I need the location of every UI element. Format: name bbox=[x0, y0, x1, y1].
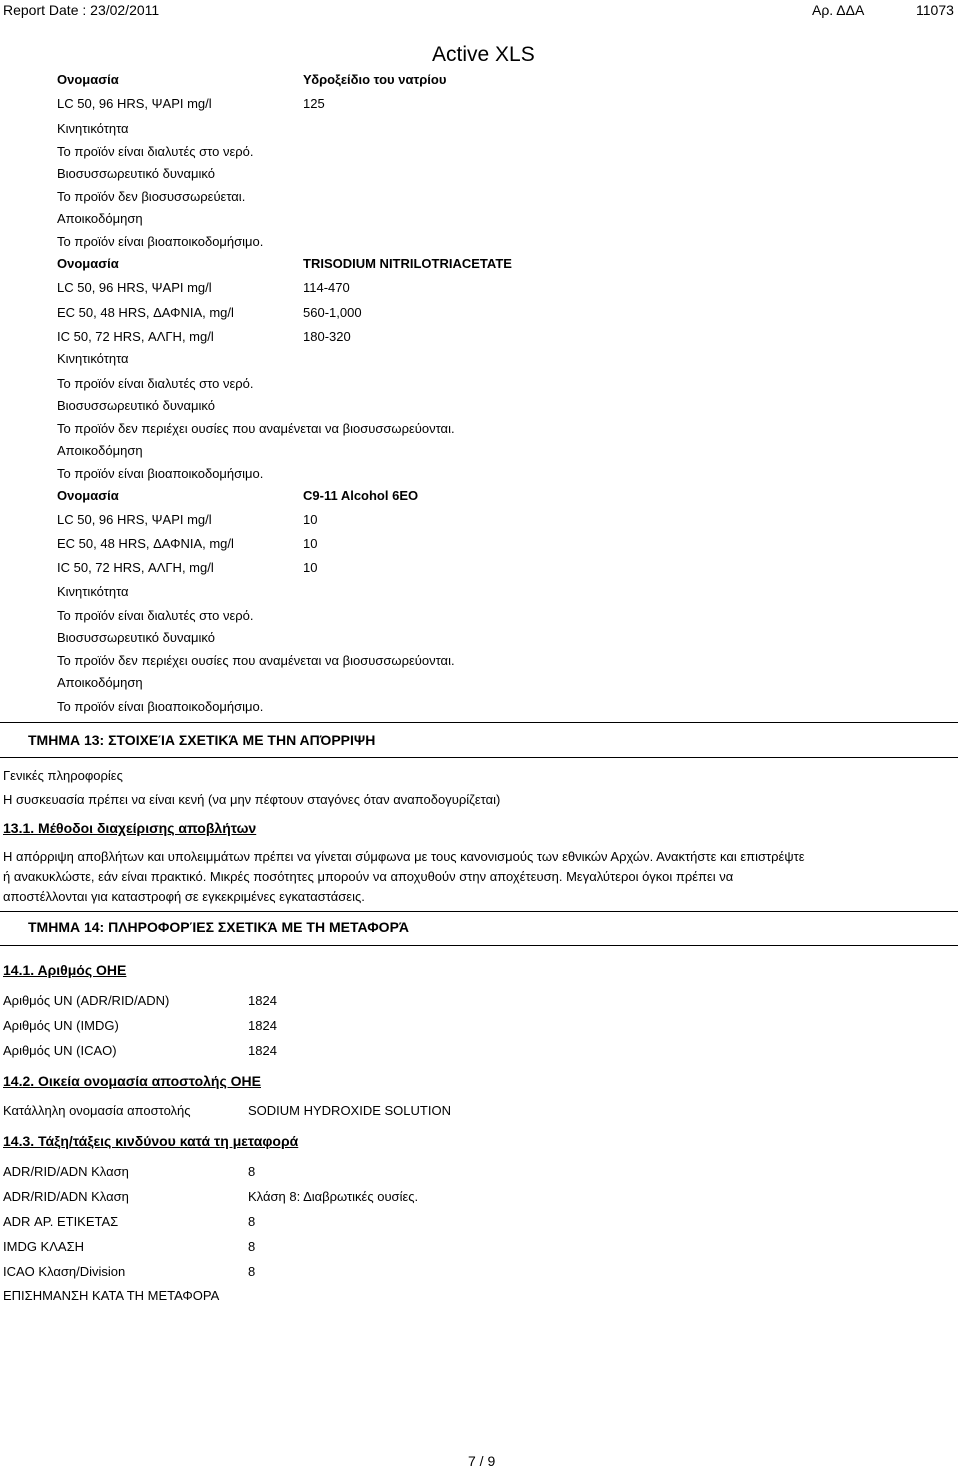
un-number-label: Αριθμός UN (ICAO) bbox=[3, 1043, 117, 1058]
waste-methods-line: Η απόρριψη αποβλήτων και υπολειμμάτων πρέπει να γίνεται σύμφωνα με τους κανονισμούς των εθνικών Αρχών. Ανακτήστε και επιστρέψτε bbox=[3, 849, 805, 864]
un-number-value: 1824 bbox=[248, 1043, 277, 1058]
toxicity-label: LC 50, 96 HRS, ΨΑΡΙ mg/l bbox=[57, 280, 212, 295]
section-divider-bottom bbox=[0, 945, 958, 946]
section-divider-top bbox=[0, 911, 958, 912]
hazard-class-label: ICAO Κλαση/Division bbox=[3, 1264, 126, 1279]
section-divider-bottom bbox=[0, 757, 958, 758]
toxicity-label: EC 50, 48 HRS, ΔΑΦΝΙΑ, mg/l bbox=[57, 536, 234, 551]
section-14-title: ΤΜΗΜΑ 14: ΠΛΗΡΟΦΟΡΊΕΣ ΣΧΕΤΙΚΆ ΜΕ ΤΗ ΜΕΤΑΦΟΡΆ bbox=[28, 919, 410, 935]
shipping-name-label: Κατάλληλη ονομασία αποστολής bbox=[3, 1103, 191, 1118]
product-name: Active XLS bbox=[432, 43, 535, 66]
toxicity-value: 125 bbox=[303, 96, 325, 111]
bioaccumulation-text: Το προϊόν δεν περιέχει ουσίες που αναμένεται να βιοσυσσωρεύονται. bbox=[57, 653, 455, 668]
general-info-text: Η συσκευασία πρέπει να είναι κενή (να μην πέφτουν σταγόνες όταν αναποδογυρίζεται) bbox=[3, 792, 501, 807]
subsection-13-1-title: 13.1. Μέθοδοι διαχείρισης αποβλήτων bbox=[3, 820, 257, 836]
shipping-name-value: SODIUM HYDROXIDE SOLUTION bbox=[248, 1103, 451, 1118]
toxicity-label: EC 50, 48 HRS, ΔΑΦΝΙΑ, mg/l bbox=[57, 305, 234, 320]
subsection-14-3-title: 14.3. Τάξη/τάξεις κινδύνου κατά τη μεταφορά bbox=[3, 1133, 299, 1149]
mobility-text: Το προϊόν είναι διαλυτές στο νερό. bbox=[57, 376, 254, 391]
mobility-text: Το προϊόν είναι διαλυτές στο νερό. bbox=[57, 608, 254, 623]
name-label: Ονομασία bbox=[57, 256, 119, 271]
waste-methods-line: αποστέλλονται για καταστροφή σε εγκεκριμένες εγκαταστάσεις. bbox=[3, 889, 365, 904]
un-number-value: 1824 bbox=[248, 1018, 277, 1033]
bioaccumulation-heading: Βιοσυσσωρευτικό δυναμικό bbox=[57, 166, 215, 181]
subsection-14-2-title: 14.2. Οικεία ονομασία αποστολής ΟΗΕ bbox=[3, 1073, 261, 1089]
doc-number: 11073 bbox=[916, 2, 954, 18]
bioaccumulation-heading: Βιοσυσσωρευτικό δυναμικό bbox=[57, 398, 215, 413]
bioaccumulation-text: Το προϊόν δεν περιέχει ουσίες που αναμένεται να βιοσυσσωρεύονται. bbox=[57, 421, 455, 436]
un-number-label: Αριθμός UN (ADR/RID/ADN) bbox=[3, 993, 170, 1008]
un-number-value: 1824 bbox=[248, 993, 277, 1008]
section-13-title: ΤΜΗΜΑ 13: ΣΤΟΙΧΕΊΑ ΣΧΕΤΙΚΆ ΜΕ ΤΗΝ ΑΠΌΡΡΙΨΗ bbox=[28, 732, 376, 748]
name-label: Ονομασία bbox=[57, 72, 119, 87]
report-date: Report Date : 23/02/2011 bbox=[3, 2, 160, 18]
hazard-class-label: ADR ΑΡ. ΕΤΙΚΕΤΑΣ bbox=[3, 1214, 119, 1229]
toxicity-value: 10 bbox=[303, 512, 318, 527]
section-divider-top bbox=[0, 722, 958, 723]
hazard-class-label: IMDG ΚΛΑΣΗ bbox=[3, 1239, 85, 1254]
hazard-class-value: 8 bbox=[248, 1214, 256, 1229]
degradation-text: Το προϊόν είναι βιοαποικοδομήσιμο. bbox=[57, 466, 264, 481]
toxicity-value: 180-320 bbox=[303, 329, 351, 344]
degradation-heading: Αποικοδόμηση bbox=[57, 443, 143, 458]
hazard-class-value: 8 bbox=[248, 1264, 256, 1279]
hazard-class-value: 8 bbox=[248, 1164, 256, 1179]
page-number: 7 / 9 bbox=[468, 1453, 496, 1469]
toxicity-label: IC 50, 72 HRS, ΑΛΓΗ, mg/l bbox=[57, 329, 214, 344]
mobility-heading: Κινητικότητα bbox=[57, 584, 129, 599]
toxicity-label: LC 50, 96 HRS, ΨΑΡΙ mg/l bbox=[57, 512, 212, 527]
hazard-class-label: ADR/RID/ADN Κλαση bbox=[3, 1189, 129, 1204]
mobility-heading: Κινητικότητα bbox=[57, 351, 129, 366]
toxicity-label: LC 50, 96 HRS, ΨΑΡΙ mg/l bbox=[57, 96, 212, 111]
subsection-14-1-title: 14.1. Αριθμός ΟΗΕ bbox=[3, 962, 127, 978]
degradation-text: Το προϊόν είναι βιοαποικοδομήσιμο. bbox=[57, 234, 264, 249]
substance-name: Υδροξείδιο του νατρίου bbox=[303, 72, 447, 87]
transport-labelling-label: ΕΠΙΣΗΜΑΝΣΗ ΚΑΤΑ ΤΗ ΜΕΤΑΦΟΡΑ bbox=[3, 1288, 220, 1303]
name-label: Ονομασία bbox=[57, 488, 119, 503]
bioaccumulation-heading: Βιοσυσσωρευτικό δυναμικό bbox=[57, 630, 215, 645]
general-info-label: Γενικές πληροφορίες bbox=[3, 768, 123, 783]
doc-number-label: Αρ. ΔΔΑ bbox=[812, 2, 865, 18]
toxicity-label: IC 50, 72 HRS, ΑΛΓΗ, mg/l bbox=[57, 560, 214, 575]
toxicity-value: 560-1,000 bbox=[303, 305, 362, 320]
un-number-label: Αριθμός UN (IMDG) bbox=[3, 1018, 119, 1033]
degradation-text: Το προϊόν είναι βιοαποικοδομήσιμο. bbox=[57, 699, 264, 714]
hazard-class-label: ADR/RID/ADN Κλαση bbox=[3, 1164, 129, 1179]
hazard-class-value: Κλάση 8: Διαβρωτικές ουσίες. bbox=[248, 1189, 419, 1204]
toxicity-value: 10 bbox=[303, 560, 318, 575]
degradation-heading: Αποικοδόμηση bbox=[57, 675, 143, 690]
mobility-text: Το προϊόν είναι διαλυτές στο νερό. bbox=[57, 144, 254, 159]
waste-methods-text bbox=[3, 847, 903, 907]
toxicity-value: 10 bbox=[303, 536, 318, 551]
substance-name: C9-11 Alcohol 6EO bbox=[303, 488, 419, 503]
bioaccumulation-text: Το προϊόν δεν βιοσυσσωρεύεται. bbox=[57, 189, 246, 204]
mobility-heading: Κινητικότητα bbox=[57, 121, 129, 136]
substance-name: TRISODIUM NITRILOTRIACETATE bbox=[303, 256, 512, 271]
hazard-class-value: 8 bbox=[248, 1239, 256, 1254]
toxicity-value: 114-470 bbox=[303, 280, 350, 295]
degradation-heading: Αποικοδόμηση bbox=[57, 211, 143, 226]
waste-methods-line: ή ανακυκλώστε, εάν είναι πρακτικό. Μικρές ποσότητες μπορούν να αποχυθούν στην αποχέτευση. Μεγαλύτεροι όγκοι πρέπει να bbox=[3, 869, 734, 884]
